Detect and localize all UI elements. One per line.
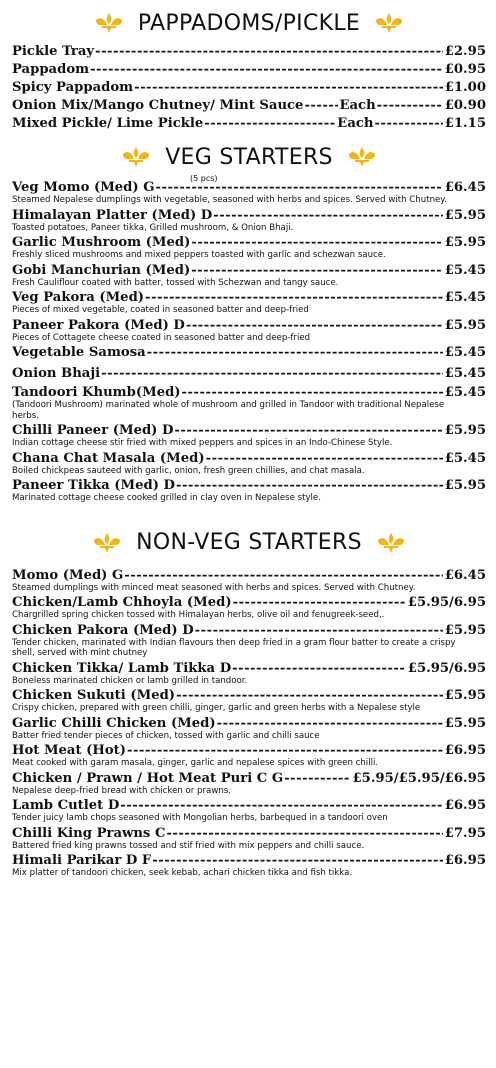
section-header (12, 140, 486, 174)
item-description: Boneless marinated chicken or lamb grilled in tandoor. (12, 675, 248, 686)
dot-leader (152, 853, 442, 868)
item-name: Chilli King Prawns C (12, 825, 166, 841)
fleur-de-lis-icon (372, 11, 406, 35)
dot-leader (134, 80, 443, 95)
item-price: £6.95 (444, 853, 486, 868)
menu-item (12, 318, 486, 344)
menu-item (12, 853, 486, 879)
section-non-veg-starters (12, 526, 486, 879)
item-name: Spicy Pappadom (12, 80, 134, 95)
item-name: Chicken Tikka/ Lamb Tikka D (12, 660, 232, 676)
item-each: Each (339, 98, 376, 113)
item-description: Batter fried tender pieces of chicken, tossed with garlic and chilli sauce (12, 730, 320, 741)
menu-item (12, 771, 486, 797)
item-name: Chicken Sukuti (Med) (12, 688, 176, 703)
dot-leader (120, 798, 442, 813)
item-name: Chilli Paneer (Med) D (12, 423, 174, 438)
item-name: Veg Momo (Med) G (12, 180, 155, 195)
item-price: £5.45 (444, 290, 486, 305)
dot-leader (195, 623, 443, 638)
item-price: £5.95 (444, 688, 486, 703)
menu-item (12, 385, 486, 421)
menu-item (12, 478, 486, 504)
item-price: £5.45 (444, 366, 486, 381)
dot-leader (191, 263, 443, 278)
item-name: Garlic Mushroom (Med) (12, 235, 191, 250)
item-name: Mixed Pickle/ Lime Pickle (12, 116, 204, 131)
menu-item (12, 826, 486, 852)
dot-leader (176, 478, 443, 493)
item-price: £6.45 (444, 567, 486, 583)
fleur-de-lis-icon (90, 531, 124, 555)
menu-item (12, 661, 486, 687)
item-price: £5.95 (444, 317, 486, 333)
section-title: VEG STARTERS (165, 144, 333, 170)
item-name: Chicken / Prawn / Hot Meat Puri C G (12, 770, 284, 786)
item-description: Crispy chicken, prepared with green chilli, ginger, garlic and green herbs with a Nepalese style (12, 703, 421, 713)
menu-item (12, 98, 486, 116)
dot-leader (124, 568, 442, 583)
section-header (12, 526, 486, 560)
item-description: Tender chicken, marinated with Indian flavours then deep fried in a gram flour batter to create a crispy shell, served with mint chutney (12, 637, 456, 658)
dot-leader (147, 345, 443, 360)
item-description: Toasted potatoes, Paneer tikka, Grilled mushroom, & Onion Bhaji. (12, 222, 294, 233)
section-pappadoms (12, 6, 486, 134)
item-price: £5.95 (444, 715, 486, 731)
menu-item (12, 568, 486, 594)
dot-leader (145, 290, 443, 305)
dot-leader (182, 385, 443, 400)
item-name: Hot Meat (Hot) (12, 743, 126, 758)
menu-item (12, 44, 486, 62)
section-title: PAPPADOMS/PICKLE (137, 10, 361, 36)
item-price: £5.95 (444, 207, 486, 223)
item-price: £2.95 (444, 44, 486, 59)
dot-leader (90, 62, 443, 77)
menu-item (12, 688, 486, 714)
item-name: Chicken Pakora (Med) D (12, 622, 194, 638)
item-price: £5.45 (444, 450, 486, 466)
item-description: Nepalese deep-fried bread with chicken or prawns. (12, 785, 231, 796)
item-description: Boiled chickpeas sauteed with garlic, onion, fresh green chillies, and chat masala. (12, 465, 365, 476)
menu-item (12, 743, 486, 769)
dot-leader (375, 116, 443, 131)
item-name: Veg Pakora (Med) (12, 290, 145, 305)
menu-item (12, 623, 486, 659)
item-name: Pappadom (12, 62, 90, 77)
menu-item (12, 290, 486, 316)
dot-leader (174, 423, 442, 438)
item-name: Onion Bhaji (12, 366, 101, 381)
item-name: Vegetable Samosa (12, 345, 146, 360)
item-name: Tandoori Khumb(Med) (12, 385, 181, 400)
item-description: Chargrilled spring chicken tossed with Himalayan herbs, olive oil and fenugreek-seed,. (12, 610, 385, 620)
item-description: Pieces of Cottagete cheese coated in seasoned batter and deep-fried (12, 332, 311, 343)
menu-item (12, 62, 486, 80)
item-price: £1.00 (444, 80, 486, 95)
item-description: Pieces of mixed vegetable, coated in seasoned batter and deep-fried (12, 305, 309, 315)
item-price: £5.95 (444, 423, 486, 438)
item-each: Each (337, 116, 374, 131)
item-price: £6.95 (444, 798, 486, 813)
dot-leader (233, 595, 406, 610)
item-description: Battered fried king prawns tossed and stif fried with mix peppers and chilli sauce. (12, 840, 365, 851)
item-price: £5.95/6.95 (407, 595, 486, 610)
fleur-de-lis-icon (374, 531, 408, 555)
item-description: Steamed Nepalese dumplings with vegetable, seasoned with herbs and spices. Served with Chutney. (12, 195, 447, 205)
item-name: Gobi Manchurian (Med) (12, 262, 191, 278)
item-name: Chicken/Lamb Chhoyla (Med) (12, 595, 232, 610)
dot-leader (176, 688, 443, 703)
dot-leader (186, 318, 443, 333)
dot-leader (127, 743, 443, 758)
item-price: £1.15 (444, 116, 486, 131)
item-name: Momo (Med) G (12, 567, 124, 583)
fleur-de-lis-icon (119, 145, 153, 169)
item-price: £7.95 (444, 825, 486, 841)
dot-leader (284, 771, 350, 786)
menu-item (12, 423, 486, 449)
item-name: Garlic Chilli Chicken (Med) (12, 715, 216, 731)
item-price: £5.95 (444, 622, 486, 638)
item-name: Chana Chat Masala (Med) (12, 450, 205, 466)
section-title: NON-VEG STARTERS (136, 530, 362, 555)
item-name: Paneer Pakora (Med) D (12, 317, 185, 333)
item-description: (Tandoori Mushroom) marinated whole of mushroom and grilled in Tandoor with traditional Nepalese herbs. (12, 400, 445, 421)
item-name: Lamb Cutlet D (12, 798, 120, 813)
section-header (12, 6, 486, 40)
item-description: Marinated cottage cheese cooked grilled in clay oven in Nepalese style. (12, 493, 321, 503)
menu-item (12, 174, 486, 206)
menu-page (0, 6, 496, 1068)
menu-item (12, 263, 486, 289)
menu-item (12, 345, 486, 360)
fleur-de-lis-icon (345, 145, 379, 169)
item-price: £5.45 (444, 385, 486, 400)
dot-leader (232, 661, 406, 676)
menu-item (12, 798, 486, 824)
item-name: Paneer Tikka (Med) D (12, 478, 175, 493)
item-price: £6.95 (444, 743, 486, 758)
item-price: £0.90 (444, 98, 486, 113)
item-price: £5.45 (444, 262, 486, 278)
dot-leader (95, 44, 443, 59)
fleur-de-lis-icon (92, 11, 126, 35)
menu-item (12, 80, 486, 98)
dot-leader (206, 451, 443, 466)
menu-item (12, 366, 486, 381)
dot-leader (101, 366, 443, 381)
item-price: £5.95 (444, 478, 486, 493)
item-price: £5.45 (444, 345, 486, 360)
dot-leader (166, 826, 442, 841)
menu-item (12, 235, 486, 261)
section-veg-starters (12, 140, 486, 504)
item-description: Meat cooked with garam masala, ginger, garlic and nepalese spices with green chilli. (12, 758, 379, 768)
item-price: £5.95/6.95 (407, 660, 486, 676)
dot-leader (213, 208, 442, 223)
menu-item (12, 208, 486, 234)
item-description: Freshly sliced mushrooms and mixed peppers toasted with garlic and schezwan sauce. (12, 250, 386, 260)
item-name: Pickle Tray (12, 44, 95, 59)
item-price: £5.95 (444, 235, 486, 250)
item-description: Fresh Cauliflour coated with batter, tossed with Schezwan and tangy sauce. (12, 277, 339, 288)
item-description: Mix platter of tandoori chicken, seek kebab, achari chicken tikka and fish tikka. (12, 868, 353, 878)
menu-item (12, 595, 486, 621)
item-name: Onion Mix/Mango Chutney/ Mint Sauce (12, 98, 304, 113)
item-description: Indian cottage cheese stir fried with mixed peppers and spices in an Indo-Chinese Style. (12, 438, 393, 448)
menu-item (12, 451, 486, 477)
item-name: Himalayan Platter (Med) D (12, 207, 213, 223)
item-name: Himali Parikar D F (12, 853, 152, 868)
item-price: £0.95 (444, 62, 486, 77)
item-note: (5 pcs) (190, 174, 218, 183)
menu-item (12, 716, 486, 742)
dot-leader (204, 116, 336, 131)
item-price: £6.45 (444, 180, 486, 195)
item-price: £5.95/£5.95/£6.95 (352, 770, 486, 786)
dot-leader (304, 98, 338, 113)
menu-item (12, 116, 486, 134)
dot-leader (191, 235, 442, 250)
item-description: Tender juicy lamb chops seasoned with Mongolian herbs, barbequed in a tandoori oven (12, 813, 388, 823)
item-description: Steamed dumplings with minced meat seasoned with herbs and spices. Served with Chutney. (12, 582, 416, 593)
dot-leader (217, 716, 443, 731)
dot-leader (377, 98, 443, 113)
